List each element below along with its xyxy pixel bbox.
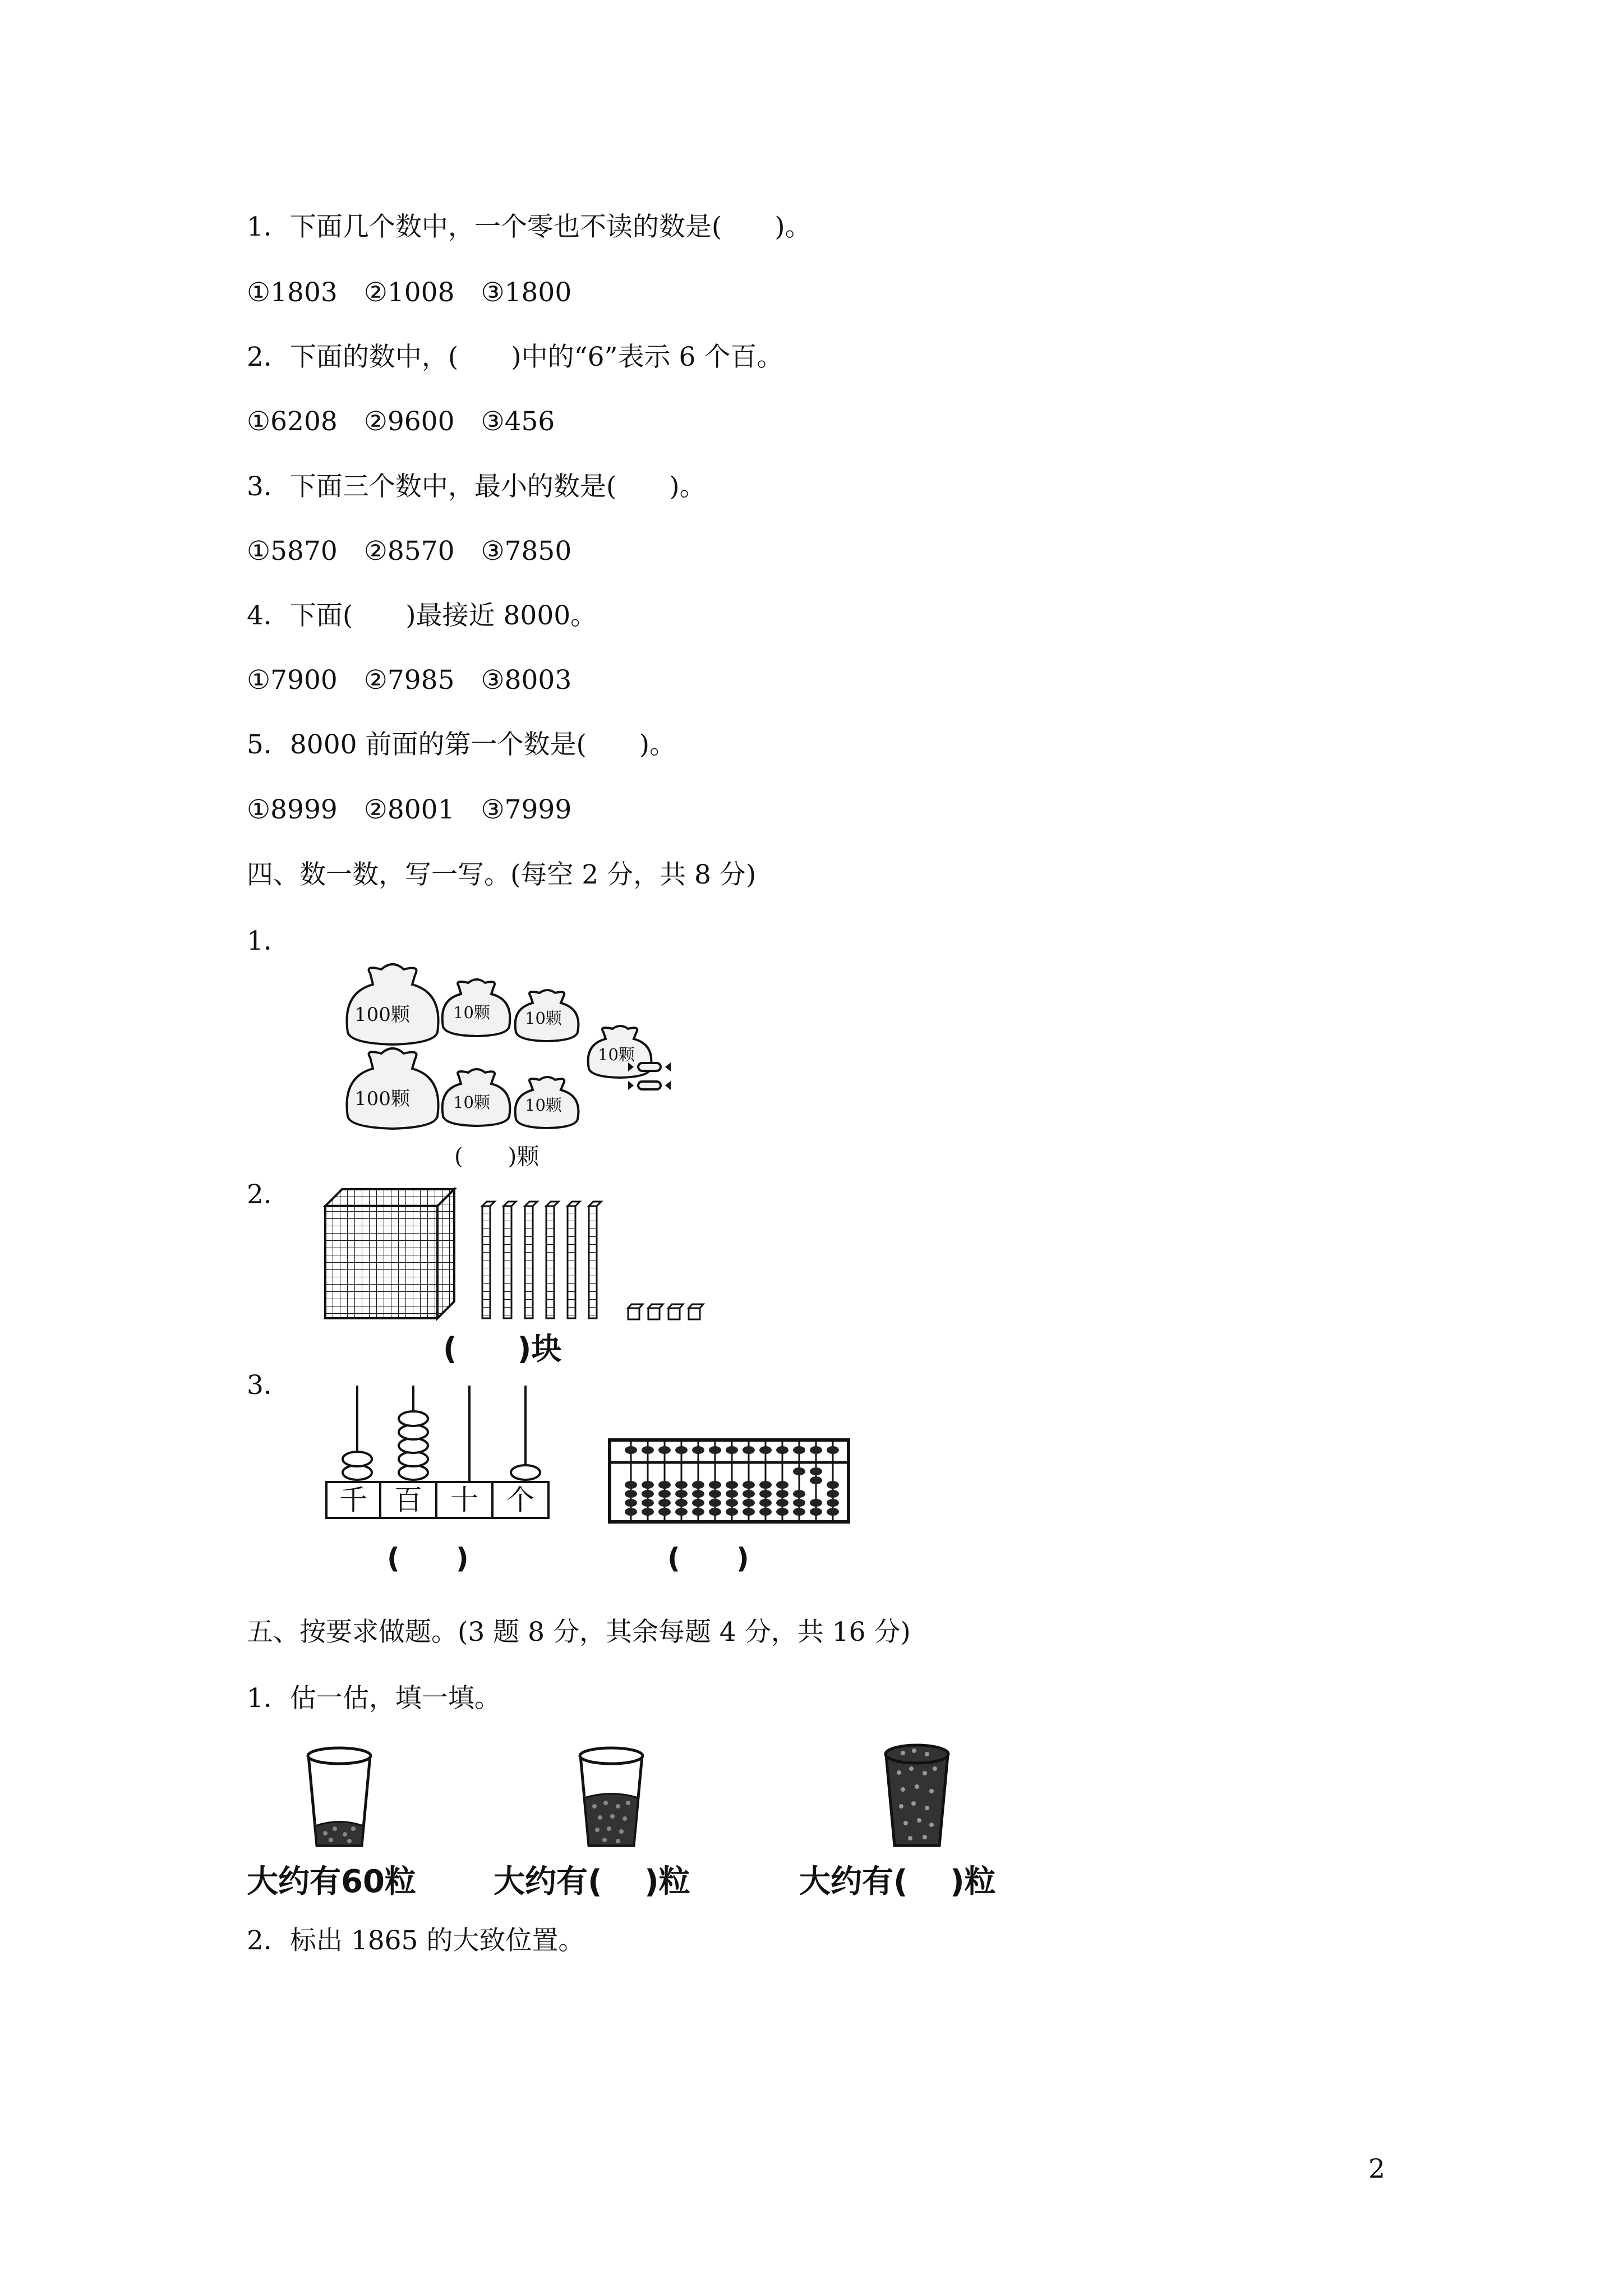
jar-half-icon bbox=[572, 1745, 651, 1851]
q3-item-4-stem: 4．下面( )最接近 8000。 bbox=[247, 600, 597, 631]
place-ones: 个 bbox=[494, 1481, 550, 1519]
abacus-figure bbox=[608, 1439, 850, 1523]
bag-label-small: 10颗 bbox=[598, 1045, 635, 1064]
q3-item-1-options: ①1803 ②1008 ③1800 bbox=[247, 277, 572, 308]
money-bags-figure bbox=[331, 948, 690, 1144]
s4-p1-answer: ( )颗 bbox=[454, 1144, 540, 1170]
bag-label-large: 100颗 bbox=[354, 1004, 410, 1026]
jar-full-icon bbox=[878, 1742, 956, 1851]
jar-label-2: 大约有( )粒 bbox=[494, 1864, 690, 1900]
q3-item-1-stem: 1．下面几个数中，一个零也不读的数是( )。 bbox=[247, 211, 811, 242]
s4-p2-number: 2． bbox=[247, 1179, 290, 1210]
base-ten-blocks-figure bbox=[325, 1189, 729, 1324]
q3-item-3-stem: 3．下面三个数中，最小的数是( )。 bbox=[247, 471, 706, 502]
jar-label-1: 大约有60粒 bbox=[247, 1864, 416, 1900]
bag-label-small: 10颗 bbox=[525, 1009, 562, 1028]
s4-p3-answer-left: ( ) bbox=[387, 1542, 469, 1575]
bag-label-small: 10颗 bbox=[453, 1003, 490, 1022]
q3-item-2-stem: 2．下面的数中，( )中的“6”表示 6 个百。 bbox=[247, 342, 783, 372]
q3-item-5-options: ①8999 ②8001 ③7999 bbox=[247, 794, 572, 825]
s5-q2-stem: 2．标出 1865 的大致位置。 bbox=[247, 1925, 585, 1956]
q3-item-5-stem: 5．8000 前面的第一个数是( )。 bbox=[247, 729, 676, 760]
place-value-table bbox=[325, 1481, 550, 1519]
s4-p2-answer: ( )块 bbox=[443, 1331, 562, 1366]
s4-p3-answer-right: ( ) bbox=[667, 1542, 749, 1575]
bag-label-small: 10颗 bbox=[453, 1093, 490, 1112]
place-hundreds: 百 bbox=[381, 1481, 437, 1519]
bag-label-large: 100颗 bbox=[354, 1088, 410, 1110]
place-thousands: 千 bbox=[325, 1481, 381, 1519]
bag-label-small: 10颗 bbox=[525, 1096, 562, 1115]
s4-p3-number: 3． bbox=[247, 1370, 290, 1401]
page-number: 2 bbox=[1368, 2154, 1385, 2184]
jar-few-icon bbox=[300, 1745, 379, 1851]
s4-p1-number: 1． bbox=[247, 926, 290, 956]
q3-item-3-options: ①5870 ②8570 ③7850 bbox=[247, 536, 572, 567]
section4-heading: 四、数一数，写一写。(每空 2 分，共 8 分) bbox=[247, 859, 757, 890]
s5-q1-stem: 1．估一估，填一填。 bbox=[247, 1683, 501, 1714]
jar-label-3: 大约有( )粒 bbox=[799, 1864, 996, 1900]
place-tens: 十 bbox=[437, 1481, 494, 1519]
q3-item-4-options: ①7900 ②7985 ③8003 bbox=[247, 665, 572, 696]
q3-item-2-options: ①6208 ②9600 ③456 bbox=[247, 406, 555, 437]
section5-heading: 五、按要求做题。(3 题 8 分，其余每题 4 分，共 16 分) bbox=[247, 1617, 911, 1648]
